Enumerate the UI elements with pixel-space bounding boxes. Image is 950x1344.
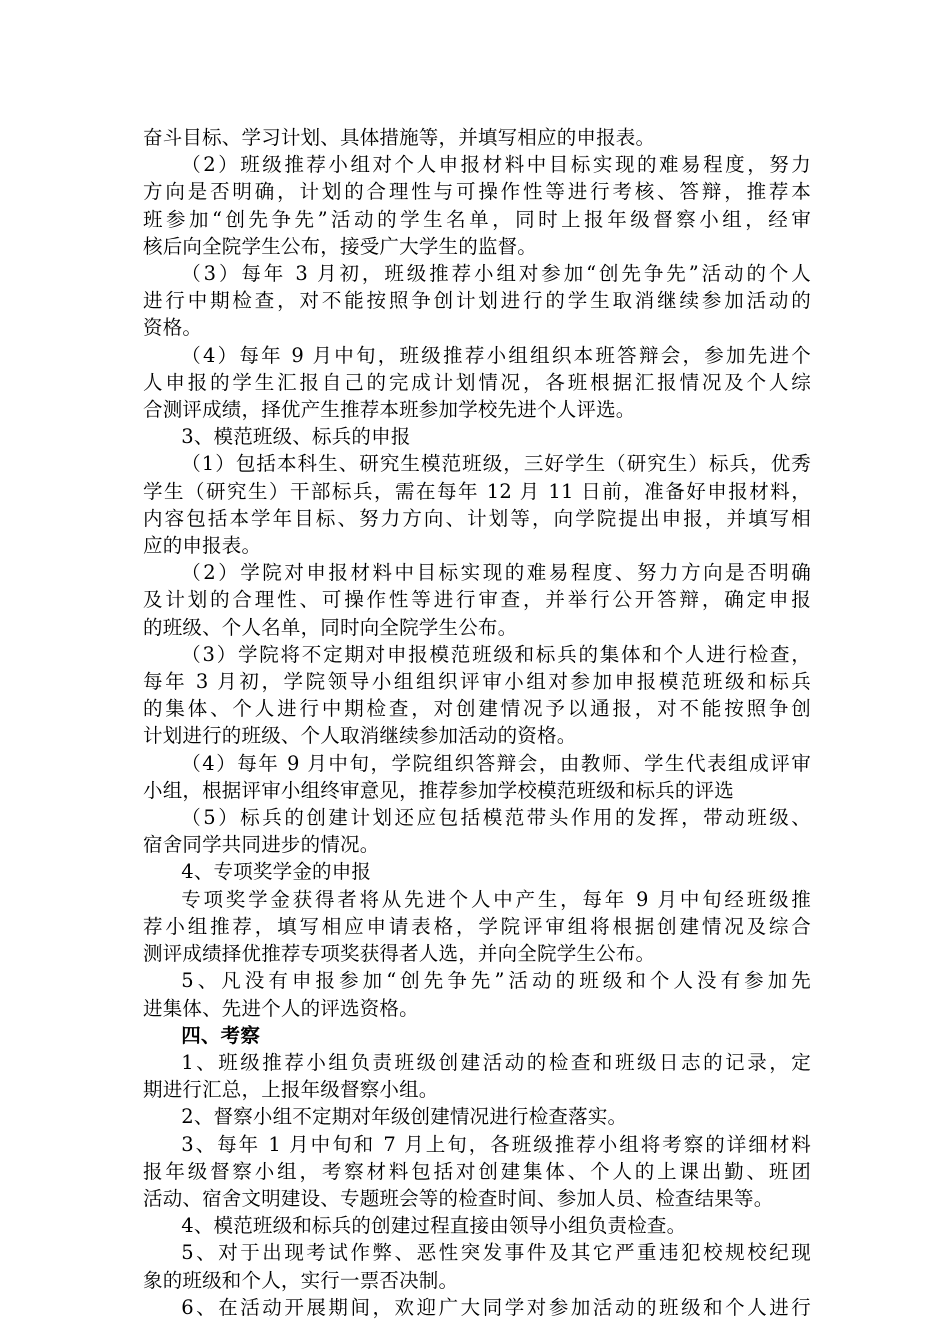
paragraph — [143, 967, 811, 1021]
text-line: （4）每年 9 月中旬，班级推荐小组组织本班答辩会，参加先进个 — [181, 343, 811, 367]
text-line: 内容包括本学年目标、努力方向、计划等，向学院提出申报，并填写相 — [143, 506, 811, 530]
text-line: 合测评成绩，择优产生推荐本班参加学校先进个人评选。 — [143, 398, 636, 422]
text-line: 宿舍同学共同进步的情况。 — [143, 833, 380, 857]
text-line: 方向是否明确，计划的合理性与可操作性等进行考核、答辩，推荐本 — [143, 180, 811, 204]
text-line: 4、模范班级和标兵的创建过程直接由领导小组负责检查。 — [181, 1214, 687, 1238]
text-line: （5）标兵的创建计划还应包括模范带头作用的发挥，带动班级、 — [181, 806, 811, 830]
paragraph — [143, 750, 811, 804]
text-line: 人申报的学生汇报自己的完成计划情况，各班根据汇报情况及个人综 — [143, 370, 811, 394]
paragraph — [143, 858, 811, 885]
paragraph — [143, 342, 811, 424]
text-line: 测评成绩择优推荐专项奖获得者人选，并向全院学生公布。 — [143, 942, 656, 966]
text-line: （2）学院对申报材料中目标实现的难易程度、努力方向是否明确 — [181, 561, 811, 585]
paragraph — [143, 1049, 811, 1103]
paragraph — [143, 1294, 811, 1321]
text-line: 荐小组推荐，填写相应申请表格，学院评审组将根据创建情况及综合 — [143, 914, 811, 938]
paragraph — [143, 641, 811, 750]
text-line: 4、专项奖学金的申报 — [181, 860, 372, 884]
paragraph — [143, 804, 811, 858]
text-line: 专项奖学金获得者将从先进个人中产生，每年 9 月中旬经班级推 — [181, 887, 811, 911]
text-line: 5、对于出现考试作弊、恶性突发事件及其它严重违犯校规校纪现 — [181, 1241, 811, 1265]
text-line: 班参加“创先争先”活动的学生名单，同时上报年级督察小组，经审 — [143, 207, 811, 231]
paragraph — [143, 151, 811, 260]
text-line: 的集体、个人进行中期检查，对创建情况予以通报，对不能按照争创 — [143, 697, 811, 721]
text-line: 学生（研究生）干部标兵，需在每年 12 月 11 日前，准备好申报材料， — [143, 479, 811, 503]
text-line: 及计划的合理性、可操作性等进行审查，并举行公开答辩，确定申报 — [143, 588, 811, 612]
text-line: 3、每年 1 月中旬和 7 月上旬，各班级推荐小组将考察的详细材料 — [181, 1132, 811, 1156]
text-line: 进集体、先进个人的评选资格。 — [143, 996, 419, 1020]
paragraph — [143, 1239, 811, 1293]
text-line: 小组，根据评审小组终审意见，推荐参加学校模范班级和标兵的评选 — [143, 778, 735, 802]
text-line: 每年 3 月初，学院领导小组组织评审小组对参加申报模范班级和标兵 — [143, 670, 811, 694]
paragraph — [143, 886, 811, 968]
text-line: 奋斗目标、学习计划、具体措施等，并填写相应的申报表。 — [143, 126, 656, 149]
text-line: 计划进行的班级、个人取消继续参加活动的资格。 — [143, 724, 577, 748]
text-line: 应的申报表。 — [143, 534, 262, 558]
text-line: （3）学院将不定期对申报模范班级和标兵的集体和个人进行检查， — [181, 642, 811, 666]
text-line: 资格。 — [143, 316, 203, 340]
text-line: 期进行汇总，上报年级督察小组。 — [143, 1078, 439, 1102]
section-heading — [143, 1022, 811, 1049]
text-line: 进行中期检查，对不能按照争创计划进行的学生取消继续参加活动的 — [143, 289, 811, 313]
text-line: 的班级、个人名单，同时向全院学生公布。 — [143, 615, 518, 639]
text-line: 6、在活动开展期间，欢迎广大同学对参加活动的班级和个人进行 — [181, 1295, 811, 1319]
paragraph — [143, 450, 811, 559]
paragraph — [143, 559, 811, 641]
paragraph — [143, 1212, 811, 1239]
text-line: （3）每年 3 月初，班级推荐小组对参加“创先争先”活动的个人 — [181, 262, 811, 286]
text-line: 3、模范班级、标兵的申报 — [181, 425, 411, 449]
text-line: 5、凡没有申报参加“创先争先”活动的班级和个人没有参加先 — [181, 969, 811, 993]
paragraph — [143, 1103, 811, 1130]
text-line: 四、考察 — [181, 1023, 261, 1047]
text-line: （1）包括本科生、研究生模范班级，三好学生（研究生）标兵，优秀 — [181, 452, 811, 476]
document-body — [143, 124, 811, 1321]
text-line: 核后向全院学生公布，接受广大学生的监督。 — [143, 234, 538, 258]
text-line: 象的班级和个人，实行一票否决制。 — [143, 1268, 459, 1292]
text-line: 活动、宿舍文明建设、专题班会等的检查时间、参加人员、检查结果等。 — [143, 1186, 774, 1210]
text-line: 2、督察小组不定期对年级创建情况进行检查落实。 — [181, 1105, 628, 1129]
paragraph — [143, 423, 811, 450]
text-line: 报年级督察小组，考察材料包括对创建集体、个人的上课出勤、班团 — [143, 1159, 811, 1183]
paragraph — [143, 260, 811, 342]
text-line: （2）班级推荐小组对个人申报材料中目标实现的难易程度，努力 — [181, 153, 811, 177]
paragraph — [143, 1131, 811, 1213]
paragraph — [143, 124, 811, 151]
text-line: （4）每年 9 月中旬，学院组织答辩会，由教师、学生代表组成评审 — [181, 751, 811, 775]
text-line: 1、班级推荐小组负责班级创建活动的检查和班级日志的记录，定 — [181, 1050, 811, 1074]
